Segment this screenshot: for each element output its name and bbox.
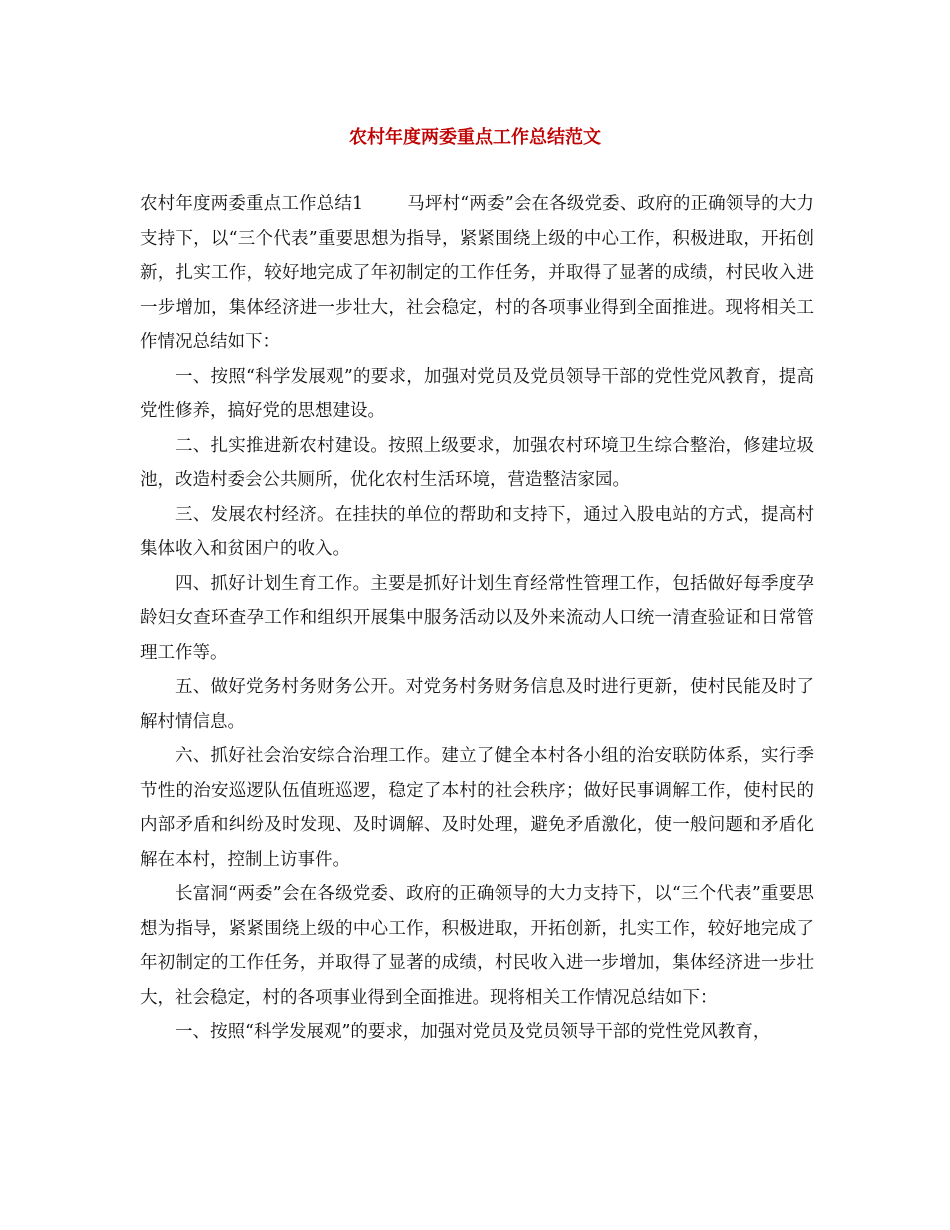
document-body — [140, 187, 814, 1050]
paragraph: 六、抓好社会治安综合治理工作。建立了健全本村各小组的治安联防体系，实行季节性的治安巡逻队伍值班巡逻，稳定了本村的社会秩序；做好民事调解工作，使村民的内部矛盾和纠纷及时发现、及时调解、及时处理，避免矛盾激化，使一般问题和矛盾化解在本村，控制上访事件。 — [140, 746, 814, 870]
paragraph: 五、做好党务村务财务公开。对党务村务财务信息及时进行更新，使村民能及时了解村情信息。 — [140, 677, 814, 732]
paragraph: 二、扎实推进新农村建设。按照上级要求，加强农村环境卫生综合整治，修建垃圾池，改造村委会公共厕所，优化农村生活环境，营造整洁家园。 — [140, 435, 814, 490]
document-title: 农村年度两委重点工作总结范文 — [349, 127, 601, 148]
intro-text: 马坪村“两委”会在各级党委、政府的正确领导的大力支持下，以“三个代表”重要思想为指导，紧紧围绕上级的中心工作，积极进取，开拓创新，扎实工作，较好地完成了年初制定的工作任务，并取得了显著的成绩，村民收入进一步增加，集体经济进一步壮大，社会稳定，村的各项事业得到全面推进。现将相关工作情况总结如下： — [140, 194, 814, 352]
intro-heading: 农村年度两委重点工作总结1 — [140, 194, 364, 214]
paragraph: 长富洞“两委”会在各级党委、政府的正确领导的大力支持下，以“三个代表”重要思想为指导，紧紧围绕上级的中心工作，积极进取，开拓创新，扎实工作，较好地完成了年初制定的工作任务，并取得了显著的成绩，村民收入进一步增加，集体经济进一步壮大，社会稳定，村的各项事业得到全面推进。现将相关工作情况总结如下： — [140, 884, 814, 1008]
paragraph: 一、按照“科学发展观”的要求，加强对党员及党员领导干部的党性党风教育， — [175, 1022, 771, 1042]
paragraph: 一、按照“科学发展观”的要求，加强对党员及党员领导干部的党性党风教育，提高党性修养，搞好党的思想建设。 — [140, 366, 814, 421]
paragraph: 三、发展农村经济。在挂扶的单位的帮助和支持下，通过入股电站的方式，提高村集体收入和贫困户的收入。 — [140, 504, 814, 559]
intro-paragraph — [140, 187, 814, 360]
paragraph: 四、抓好计划生育工作。主要是抓好计划生育经常性管理工作，包括做好每季度孕龄妇女查环查孕工作和组织开展集中服务活动以及外来流动人口统一清查验证和日常管理工作等。 — [140, 573, 814, 663]
